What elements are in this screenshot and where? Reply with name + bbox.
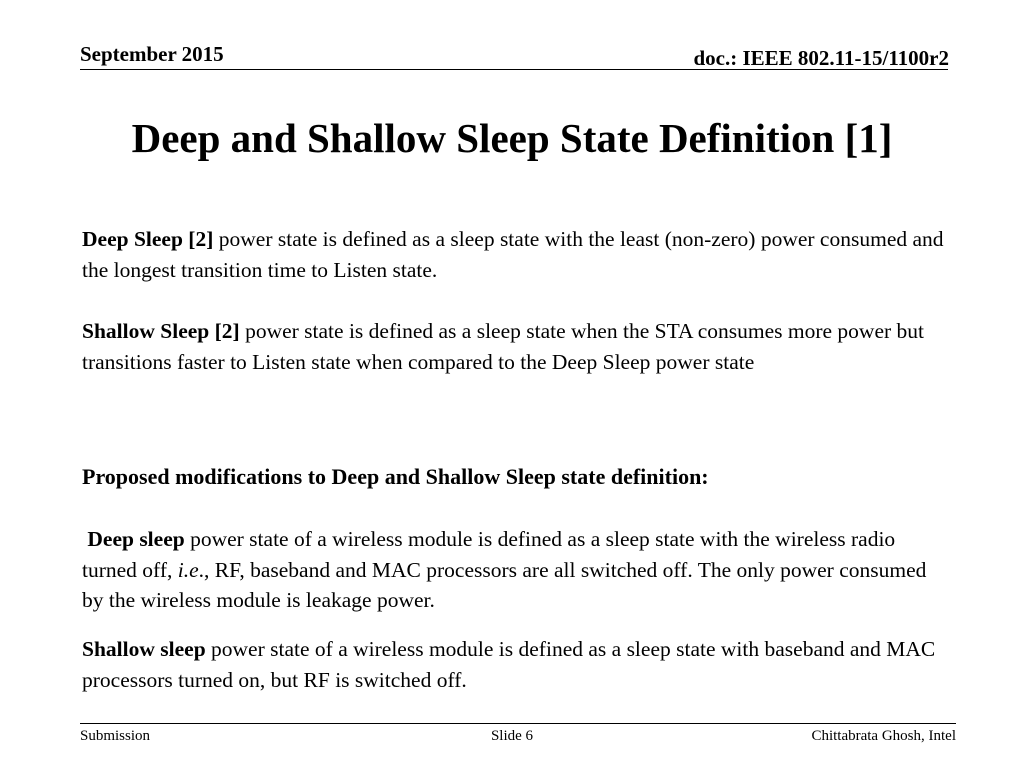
proposed-deep-sleep-term: Deep sleep	[87, 527, 185, 551]
slide-title: Deep and Shallow Sleep State Definition [1]	[131, 115, 893, 161]
header-date: September 2015	[80, 42, 224, 66]
footer-slide-number: Slide 6	[490, 728, 534, 744]
deep-sleep-text: power state is defined as a sleep state with the least (non-zero) power consumed and the longest transition time to Listen state.	[82, 227, 944, 282]
shallow-sleep-term: Shallow Sleep [2]	[82, 319, 240, 343]
proposed-deep-sleep	[82, 524, 952, 616]
proposed-shallow-sleep	[82, 634, 952, 695]
proposed-shallow-sleep-term: Shallow sleep	[82, 637, 206, 661]
deep-sleep-term: Deep Sleep [2]	[82, 227, 214, 251]
shallow-sleep-text: power state is defined as a sleep state when the STA consumes more power but transitions faster to Listen state when compared to the Deep Sleep power state	[82, 319, 924, 374]
proposal-heading: Proposed modifications to Deep and Shallow Sleep state definition:	[82, 464, 709, 489]
footer-author: Chittabrata Ghosh, Intel	[811, 728, 956, 744]
proposed-deep-sleep-ie: i.e	[177, 557, 199, 582]
deep-sleep-definition	[82, 224, 952, 285]
header-doc-id: doc.: IEEE 802.11-15/1100r2	[693, 46, 949, 70]
shallow-sleep-definition	[82, 316, 952, 377]
header-divider	[80, 69, 948, 70]
proposed-shallow-sleep-text: power state of a wireless module is defined as a sleep state with baseband and MAC processors turned on, but RF is switched off.	[82, 637, 936, 692]
footer-divider	[80, 723, 956, 724]
proposed-deep-sleep-text-a: power state of a wireless module is defined as a sleep state with the wireless radio turned off,	[82, 527, 896, 582]
footer-submission: Submission	[80, 728, 151, 744]
proposed-deep-sleep-text-b: ., RF, baseband and MAC processors are all switched off. The only power consumed by the wireless module is leakage power.	[82, 557, 927, 612]
